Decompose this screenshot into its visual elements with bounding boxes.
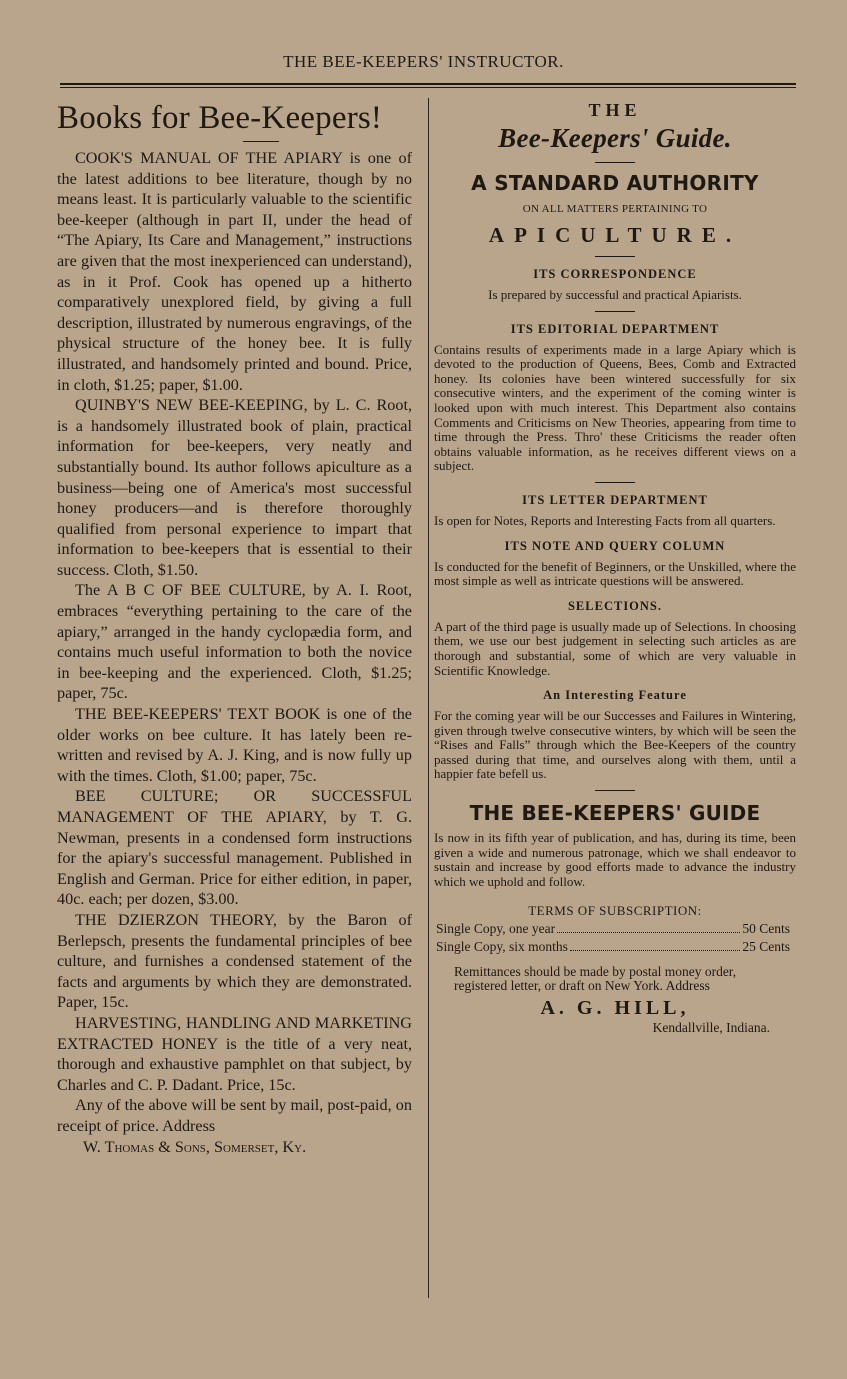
leader-dots [557,921,740,933]
divider [595,256,635,257]
paragraph-quinby: QUINBY'S NEW BEE-KEEPING, by L. C. Root, is a handsomely illustrated book of plain, practical information for bee-keepers, very neatly and substantially bound. Its author follows apiculture as a business—being one of America's most successful honey producers—and is therefore thoroughly qualified from personal experience to impart that information to bee-keepers that is essential to their success. Cloth, $1.50. [57,396,412,579]
header-rule [60,83,796,88]
section-heading: ITS NOTE AND QUERY COLUMN [504,538,726,553]
paragraph-harvesting: HARVESTING, HANDLING AND MARKETING EXTRACTED HONEY is the title of a very neat, thorough and exhaustive pamphlet on that subject, by Charles and C. P. Dadant. Price, 15c. [57,1013,412,1094]
on-all-matters: ON ALL MATTERS PERTAINING TO [522,203,708,215]
left-column [57,100,412,1157]
guide-heading: THE BEE-KEEPERS' GUIDE [469,801,761,826]
signature: W. Thomas & Sons, Somerset, Ky. [83,1137,307,1156]
right-column [432,100,798,1036]
terms-price: 50 Cents [742,921,790,937]
column-divider [428,98,429,1298]
section-text: Is prepared by successful and practical Apiarists. [488,287,742,302]
paragraph-text-book: THE BEE-KEEPERS' TEXT BOOK is one of the older works on bee culture. It has lately been re-written and revised by A. J. King, and is now fully up with the times. Cloth, $1.00; paper, 75c. [57,705,412,785]
remittances-text: Remittances should be made by postal money order, registered letter, or draft on New York. Address [454,964,737,994]
paragraph-bee-culture: BEE CULTURE; OR SUCCESSFUL MANAGEMENT OF THE APIARY, by T. G. Newman, presents in a condensed form instructions for the apiary's successful management. Published in English and German. Price for either edition, in paper, 40c. each; per dozen, $3.00. [57,787,412,909]
the-heading: THE [588,100,642,120]
authority-heading: A STANDARD AUTHORITY [471,171,759,195]
section-text: For the coming year will be our Successes and Failures in Wintering, given through twelve consecutive winters, by which will be seen the “Rises and Falls” through which the Bee-Keepers of the country passed during that time, and ourselves along with them, until a happier fate befell us. [434,708,796,782]
publisher-name: A. G. HILL, [540,997,690,1020]
divider [595,162,635,163]
section-text: Contains results of experiments made in a large Apiary which is devoted to the production of Queens, Bees, Comb and Extracted honey. Its colonies have been wintered successfully for six consecutive winters, and the experiment of the coming winter is looked upon with much interest. This Department also contains Comments and Criticisms on New Theories, appearing from time to time through the Press. Thro' these Criticisms the reader often obtains valuable information, as he receives different views on a subject. [434,341,796,474]
section-text: A part of the third page is usually made up of Selections. In choosing them, we use our best judgement in selecting such articles as are thorough and substantial, some of which are very valuable in Scientific Knowledge. [434,618,796,678]
divider [595,790,635,791]
leader-dots [570,939,740,951]
section-heading: ITS EDITORIAL DEPARTMENT [510,321,720,336]
terms-price: 25 Cents [742,939,790,955]
paragraph-address: Any of the above will be sent by mail, post-paid, on receipt of price. Address [57,1096,412,1135]
terms-heading: TERMS OF SUBSCRIPTION: [528,903,702,919]
section-heading: ITS LETTER DEPARTMENT [522,492,708,507]
divider [595,311,635,312]
title-rule [243,141,279,142]
divider [595,482,635,483]
publisher-city: Kendallville, Indiana. [652,1020,770,1036]
section-heading: SELECTIONS. [567,598,663,613]
books-title: Books for Bee-Keepers! [57,100,383,136]
paragraph-abc: The A B C OF BEE CULTURE, by A. I. Root, embraces “everything pertaining to the care of the apiary,” arranged in the handy cyclopædia form, and contains much useful information to both the novice in bee-keeping and the experienced. Cloth, $1.25; paper, 75c. [57,581,412,703]
terms-row [436,939,790,955]
guide-title: Bee-Keepers' Guide. [498,123,732,153]
section-heading: ITS CORRESPONDENCE [533,267,697,281]
section-text: Is open for Notes, Reports and Interesting Facts from all quarters. [434,512,776,528]
terms-row [436,921,790,937]
section-heading: An Interesting Feature [543,688,687,703]
running-head: THE BEE-KEEPERS' INSTRUCTOR. [283,52,564,71]
paragraph-dzierzon: THE DZIERZON THEORY, by the Baron of Berlepsch, presents the fundamental principles of bee culture, and furnishes a condensed statement of the facts and arguments by which they are demonstrated. Paper, 15c. [57,910,412,1012]
section-text: Is conducted for the benefit of Beginners, or the Unskilled, where the most simple as well as intricate questions will be answered. [434,558,796,589]
apiculture-heading: APICULTURE. [488,223,742,247]
terms-label: Single Copy, one year [436,921,556,937]
guide-text: Is now in its fifth year of publication, and has, during its time, been given a wide and numerous patronage, which we shall endeavor to sustain and increase by good efforts made to advance the industry which we uphold and follow. [434,830,796,889]
paragraph-cooks-manual: COOK'S MANUAL OF THE APIARY is one of the latest additions to bee literature, though by no means least. It is particularly valuable to the scientific bee-keeper (although in part II, under the head of “The Apiary, Its Care and Management,” instructions are given that the most inexperienced can understand), as in it Prof. Cook has opened up a hitherto comparatively unexplored field, by giving a full description, illustrated by numerous engravings, of the physical structure of the honey bee. It is fully illustrated, and handsomely printed and bound. Price, in cloth, $1.25; paper, $1.00. [57,149,412,394]
terms-label: Single Copy, six months [436,939,568,955]
